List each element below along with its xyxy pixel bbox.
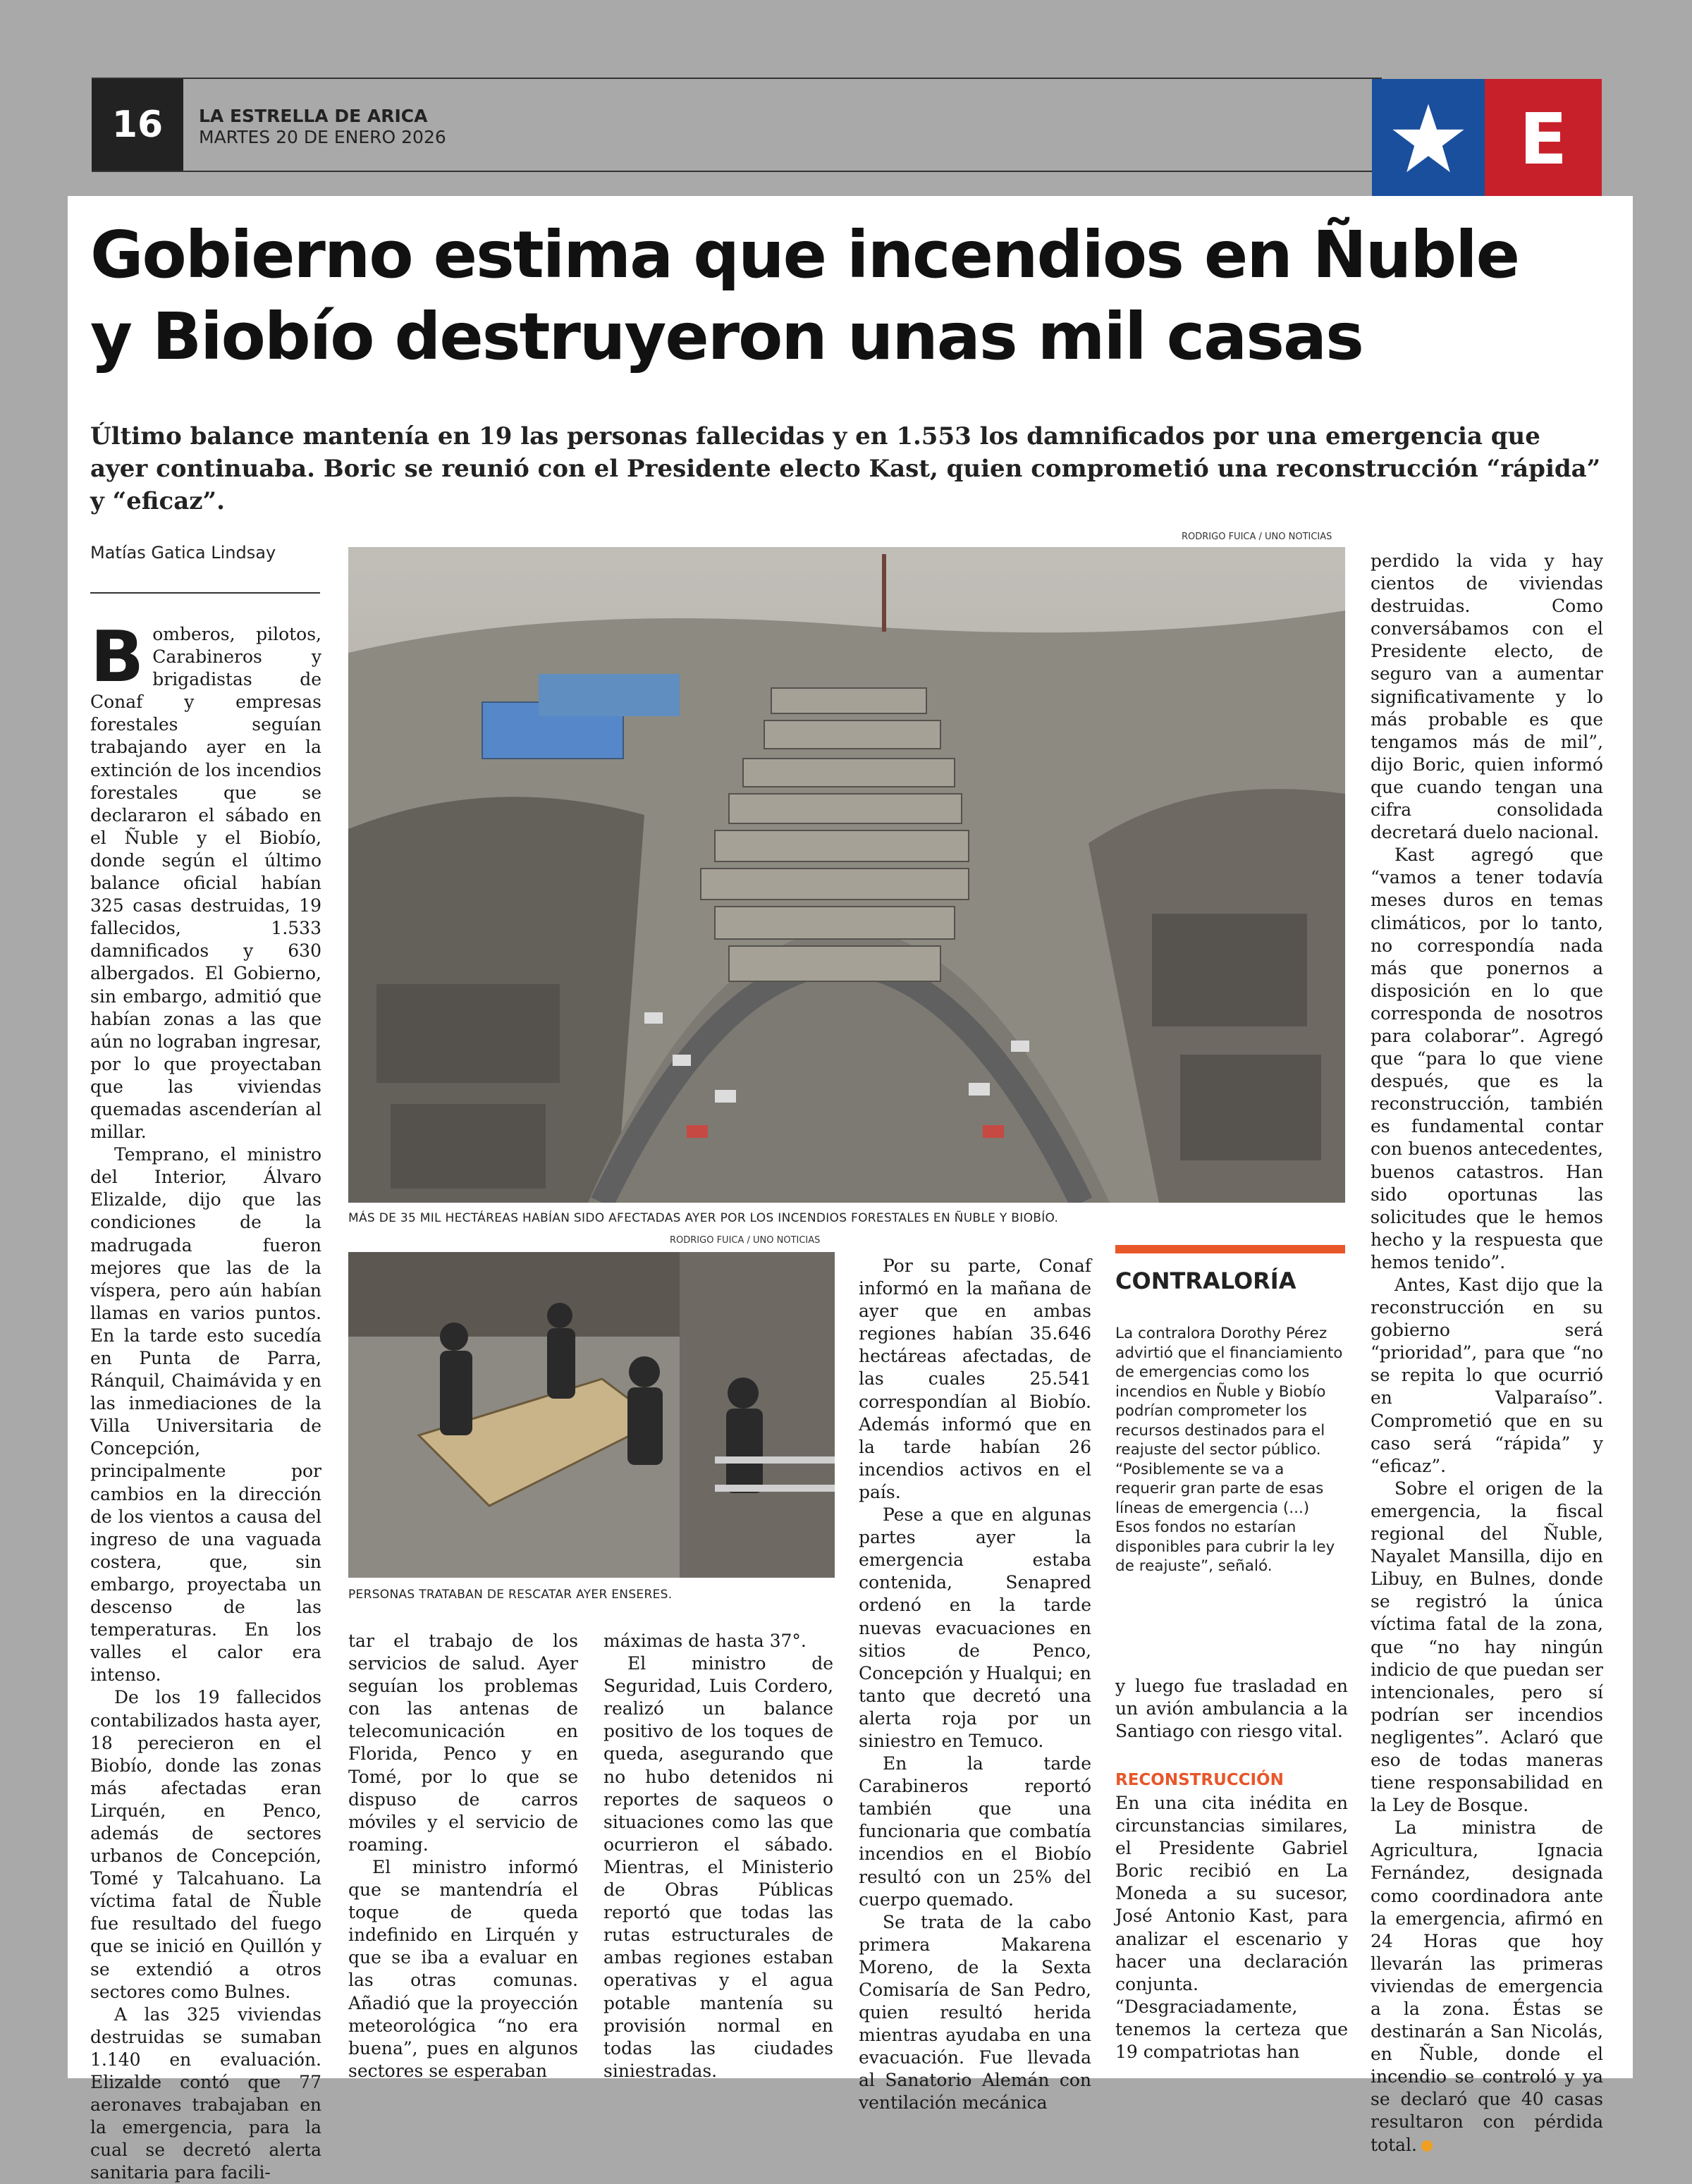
paragraph: El ministro informó que se mantendría el toque de queda indefinido en Lirquén y que se iba a evaluar en las otras comunas. Añadió que la proyección meteorológica “no era buena”, pues en algunos sectores se esperaban (348, 1856, 578, 2081)
column-4 (859, 1255, 1091, 2115)
header-bottom-rule (92, 171, 1382, 172)
photo-small-credit: RODRIGO FUICA / UNO NOTICIAS (670, 1235, 821, 1246)
paragraph-text: La ministra de Agricultura, Ignacia Fernández, designada como coordinadora ante la emergencia, afirmó en 24 Horas que hoy llevarán las primeras viviendas de emergencia a la zona. Éstas se destinarán a San Nicolás, en Ñuble, donde el incendio se controló y ya se declaró que 40 casas resultaron con pérdida total. (1371, 1817, 1603, 2155)
photo-main-caption: MÁS DE 35 MIL HECTÁREAS HABÍAN SIDO AFECTADAS AYER POR LOS INCENDIOS FORESTALES EN ÑUBLE Y BIOBÍO. (348, 1211, 1059, 1225)
subhead-reconstruccion: RECONSTRUCCIÓN (1115, 1771, 1284, 1789)
paragraph: A las 325 viviendas destruidas se sumaban 1.140 en evaluación. Elizalde contó que 77 aeronaves trabajaban en la emergencia, para la cual se decretó alerta sanitaria para facili- (90, 2004, 321, 2183)
byline: Matías Gatica Lindsay (90, 543, 276, 563)
paragraph: Temprano, el ministro del Interior, Álvaro Elizalde, dijo que las condiciones de la madrugada fueron mejores que las de la víspera, pero aún habían llamas en varios puntos. En la tarde esto sucedía en Punta de Parra, Ránquil, Chaimávida y en las inmediaciones de la Villa Universitaria de Concepción, principalmente por cambios en la dirección de los vientos a causa del ingreso de una vaguada costera, que, sin embargo, proyectaba un descenso de las temperaturas. En los valles el calor era intenso. (90, 1144, 321, 1686)
rescue-photo (348, 1252, 835, 1578)
sidebar-text: La contralora Dorothy Pérez advirtió que el financiamiento de emergencias como los incendios en Ñuble y Biobío podrían comprometer los recursos destinados para el reajuste del sector público. “Posiblemente se va a requerir gran parte de esas líneas de emergencia (...) Esos fondos no estarían disponibles para cubrir la ley de reajuste”, señaló. (1115, 1325, 1343, 1575)
paragraph: tar el trabajo de los servicios de salud. Ayer seguían los problemas con las antenas de telecomunicación en Florida, Penco y en Tomé, por lo que se dispuso de carros móviles y el servicio de roaming. (348, 1631, 578, 1855)
headline-line-1: Gobierno estima que incendios en Ñuble (90, 217, 1519, 293)
issue-date: MARTES 20 DE ENERO 2026 (199, 127, 446, 147)
paragraph: Por su parte, Conaf informó en la mañana de ayer que en ambas regiones habían 35.646 hectáreas afectadas, de las cuales 25.541 correspondían al Biobío. Además informó que en la tarde habían 26 incendios activos en el país. (859, 1256, 1091, 1502)
column-1 (90, 615, 321, 2184)
header-top-rule (92, 78, 1382, 79)
headline-line-2: y Biobío destruyeron unas mil casas (90, 299, 1363, 374)
paragraph: De los 19 fallecidos contabilizados hasta ayer, 18 perecieron en el Biobío, donde las zonas más afectadas eran Lirquén, en Penco, además de sectores urbanos de Concepción, Tomé y Talcahuano. La víctima fatal de Ñuble fue resultado del fuego que se inició en Quillón y se extendió a otros sectores como Bulnes. (90, 1687, 321, 2002)
end-mark-icon (1421, 2140, 1433, 2152)
paragraph: Se trata de la cabo primera Makarena Moreno, de la Sexta Comisaría de San Pedro, quien resultó herida mientras ayudaba en una evacuación. Fue llevada al Sanatorio Alemán con ventilación mecánica (859, 1911, 1091, 2114)
headline (90, 214, 1613, 378)
star-icon (1390, 100, 1467, 178)
paragraph: Antes, Kast dijo que la reconstrucción en su gobierno será “prioridad”, para que “no se repita lo que ocurrió en Valparaíso”. Comprometió que en su caso será “rápida” y “eficaz”. (1371, 1275, 1603, 1476)
paragraph: y luego fue trasladad en un avión ambulancia a la Santiago con riesgo vital. (1115, 1676, 1348, 1742)
paragraph: perdido la vida y hay cientos de viviendas destruidas. Como conversábamos con el Presidente electo, de seguro van a aumentar significativamente y lo más probable es que tengamos más de mil”, dijo Boric, quien informó que cuando tengan una cifra consolidada decretará duelo nacional. (1371, 551, 1603, 843)
paragraph: En la tarde Carabineros reportó también que una funcionaria que combatía incendios en el Biobío resultó con un 25% del cuerpo quemado. (859, 1753, 1091, 1910)
paragraph: máximas de hasta 37°. (603, 1631, 807, 1651)
photo-small-caption: PERSONAS TRATABAN DE RESCATAR AYER ENSERES. (348, 1588, 673, 1602)
sidebar-accent-bar (1115, 1245, 1345, 1253)
paragraph: Kast agregó que “vamos a tener todavía meses duros en temas climáticos, por lo tanto, no correspondía nada más que ponernos a disposición en lo que corresponda de nosotros para colaborar”. Agregó que “para lo que viene después, que es la reconstrucción, también es fundamental contar con buenos antecedentes, buenos catastros. Han sido oportunas las solicitudes que le hemos hecho y la respuesta que hemos tenido”. (1371, 845, 1603, 1272)
paragraph (90, 615, 321, 1143)
column-5 (1115, 1675, 1348, 1743)
column-2 (348, 1630, 578, 2082)
photo-main (348, 547, 1345, 1203)
photo-small (348, 1252, 835, 1578)
photo-main-credit: RODRIGO FUICA / UNO NOTICIAS (1182, 532, 1332, 542)
paragraph: El ministro de Seguridad, Luis Cordero, realizó un balance positivo de los toques de queda, asegurando que no hubo detenidos ni reportes de saqueos o situaciones como las que ocurrieron el sábado. Mientras, el Ministerio de Obras Públicas reportó que todas las rutas estructurales de ambas regiones estaban operativas y el agua potable mantenía su provisión normal en todas las ciudades siniestradas. (603, 1653, 833, 2081)
section-letter: E (1519, 97, 1568, 180)
aerial-fire-photo (348, 547, 1345, 1203)
paragraph: Sobre el origen de la emergencia, la fiscal regional del Ñuble, Nayalet Mansilla, dijo en Libuy, en Bulnes, donde se registró la única víctima fatal de la zona, que “no hay ningún indicio de que puedan ser intencionales, pero sí podrían ser incendios negligentes”. Aclaró que eso de todas maneras tiene responsabilidad en la Ley de Bosque. (1371, 1478, 1603, 1816)
paragraph (1371, 1817, 1603, 2156)
section-logo (1485, 79, 1602, 199)
paragraph: En una cita inédita en circunstancias similares, el Presidente Gabriel Boric recibió en La Moneda a su sucesor, José Antonio Kast, para analizar el escenario y hacer una declaración conjunta. “Desgraciadamente, tenemos la certeza que 19 compatriotas han (1115, 1793, 1348, 2063)
column-6 (1371, 550, 1603, 2157)
paper-name: LA ESTRELLA DE ARICA (199, 106, 428, 126)
byline-rule (90, 592, 320, 594)
paragraph-text: omberos, pilotos, Carabineros y brigadistas de Conaf y empresas forestales seguían trabajando ayer en la extinción de los incendios forestales que se declararon el sábado en el Ñuble y el Biobío, donde según el último balance oficial habían 325 casas destruidas, 19 fallecidos, 1.533 damnificados y 630 albergados. El Gobierno, sin embargo, admitió que habían zonas a las que aún no lograban ingresar, por lo que proyectaban que las viviendas quemadas ascenderían al millar. (90, 624, 321, 1143)
sidebar-title: CONTRALORÍA (1115, 1268, 1296, 1294)
deck: Último balance mantenía en 19 las personas fallecidas y en 1.553 los damnificados por una emergencia que ayer continuaba. Boric se reunió con el Presidente electo Kast, quien comprometió una reconstrucción “rápida” y “eficaz”. (90, 422, 1601, 515)
masthead (199, 106, 446, 148)
page-number: 16 (92, 79, 183, 171)
drop-cap: B (90, 615, 145, 698)
column-3 (603, 1630, 833, 2082)
column-5-cont (1115, 1792, 1348, 2063)
logo-star-block (1372, 79, 1485, 199)
paragraph: Pese a que en algunas partes ayer la emergencia estaba contenida, Senapred ordenó en la tarde nuevas evacuaciones en sitios de Penco, Concepción y Hualqui; en tanto que decretó una alerta roja por un siniestro en Temuco. (859, 1504, 1091, 1751)
